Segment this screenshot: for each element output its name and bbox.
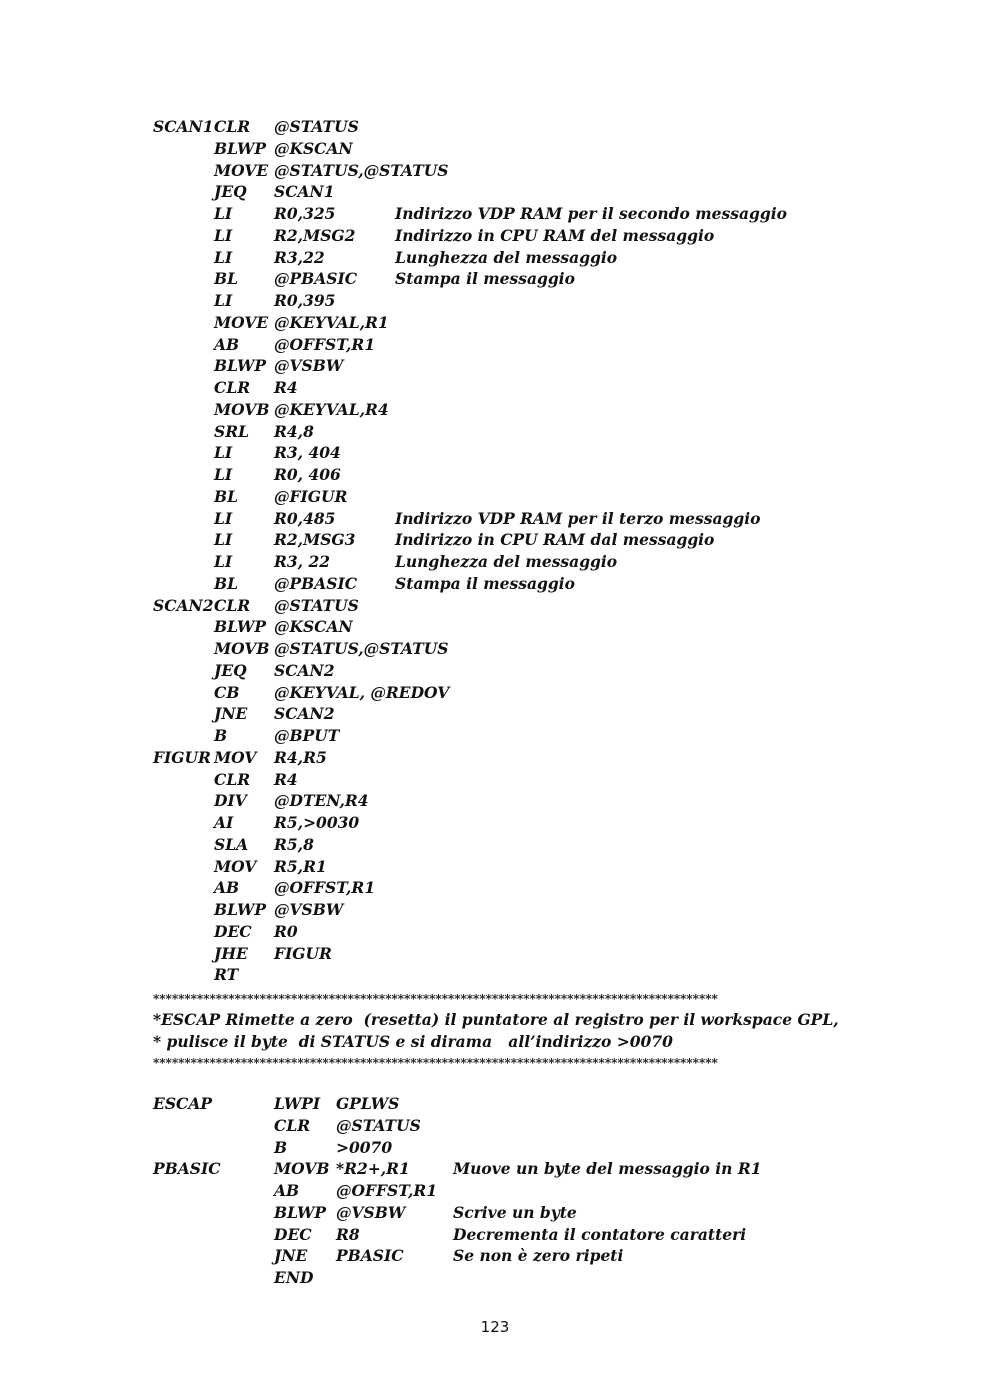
code-operand: @VSBW	[274, 900, 344, 919]
code-operand: R5,>0030	[274, 813, 360, 832]
code-operand: PBASIC	[336, 1246, 404, 1266]
code-opcode: MOVB	[274, 1159, 330, 1179]
code-operand: R3, 404	[274, 443, 341, 463]
code-operand: @VSBW	[336, 1202, 406, 1222]
code-opcode: CLR	[274, 1115, 311, 1135]
code-comment: Scrive un byte	[453, 1202, 577, 1222]
code-opcode: LI	[214, 225, 233, 245]
main-line	[0, 965, 990, 987]
code-opcode: MOVB	[214, 639, 270, 658]
page-number: 123	[480, 1318, 510, 1336]
code-opcode: LI	[214, 465, 233, 484]
code-operand: R0,395	[274, 291, 336, 310]
code-opcode: MOV	[214, 747, 257, 767]
code-operand: GPLWS	[336, 1094, 400, 1113]
code-opcode: BLWP	[214, 138, 267, 158]
code-opcode: BL	[214, 573, 238, 593]
code-operand: SCAN2	[274, 704, 335, 724]
code-operand: @VSBW	[274, 356, 344, 376]
main-line	[0, 813, 990, 835]
code-opcode: END	[274, 1268, 314, 1287]
code-opcode: AB	[274, 1181, 300, 1200]
separator-line: ******************************************************************************************	[153, 992, 718, 1006]
code-operand: @PBASIC	[274, 573, 358, 593]
code-comment: Decrementa il contatore caratteri	[453, 1224, 747, 1244]
code-opcode: DEC	[214, 921, 252, 941]
code-operand: @STATUS,@STATUS	[274, 160, 449, 180]
code-operand: >0070	[336, 1137, 393, 1157]
main-line	[0, 639, 990, 661]
main-line	[0, 139, 990, 161]
main-line	[0, 161, 990, 183]
main-line	[0, 944, 990, 966]
escap-line	[0, 1246, 990, 1268]
code-operand: R4	[274, 378, 298, 397]
comment-line: * pulisce il byte di STATUS e si dirama all’indirizzo >0070	[153, 1032, 673, 1051]
code-opcode: LI	[214, 552, 233, 571]
code-opcode: BLWP	[214, 900, 267, 919]
code-operand: R3,22	[274, 247, 325, 267]
escap-line	[0, 1203, 990, 1225]
code-operand: R0,485	[274, 508, 336, 528]
code-operand: R4	[274, 769, 298, 789]
code-label: ESCAP	[153, 1094, 213, 1113]
code-opcode: MOVE	[214, 160, 269, 180]
main-line	[0, 922, 990, 944]
code-opcode: SLA	[214, 834, 249, 854]
code-operand: R5,8	[274, 834, 314, 854]
code-operand: @OFFST,R1	[274, 334, 376, 354]
code-opcode: CB	[214, 682, 240, 702]
code-opcode: MOVE	[214, 312, 269, 332]
code-opcode: LI	[214, 247, 233, 267]
code-operand: @KSCAN	[274, 617, 353, 637]
code-comment: Indirizzo VDP RAM per il terzo messaggio	[395, 508, 761, 528]
escap-line	[0, 1159, 990, 1181]
code-opcode: LI	[214, 291, 233, 310]
code-operand: R0,325	[274, 204, 336, 223]
code-operand: R4,8	[274, 421, 314, 441]
code-comment: Lunghezza del messaggio	[395, 552, 618, 571]
code-operand: @BPUT	[274, 726, 340, 745]
code-opcode: BL	[214, 486, 238, 506]
code-opcode: JEQ	[214, 660, 247, 680]
escap-line	[0, 1181, 990, 1203]
escap-line	[0, 1225, 990, 1247]
code-operand: @STATUS	[274, 117, 359, 136]
code-opcode: B	[274, 1137, 288, 1157]
main-line	[0, 748, 990, 770]
main-line	[0, 378, 990, 400]
code-opcode: RT	[214, 965, 239, 985]
code-opcode: B	[214, 726, 228, 745]
code-comment: Muove un byte del messaggio in R1	[453, 1159, 762, 1179]
escap-line	[0, 1116, 990, 1138]
code-operand: @STATUS	[274, 595, 359, 615]
code-opcode: JHE	[214, 943, 248, 963]
main-line	[0, 422, 990, 444]
code-opcode: SRL	[214, 421, 249, 441]
code-comment: Lunghezza del messaggio	[395, 247, 618, 267]
main-line	[0, 683, 990, 705]
main-line	[0, 182, 990, 204]
main-line	[0, 617, 990, 639]
code-operand: R0	[274, 921, 298, 941]
code-opcode: BL	[214, 269, 238, 289]
code-opcode: BLWP	[274, 1202, 327, 1222]
code-comment: Stampa il messaggio	[395, 269, 575, 289]
code-operand: R3, 22	[274, 552, 331, 571]
main-line	[0, 661, 990, 683]
main-line	[0, 530, 990, 552]
main-line	[0, 335, 990, 357]
code-opcode: CLR	[214, 378, 251, 397]
code-operand: @OFFST,R1	[336, 1181, 438, 1200]
code-operand: @KSCAN	[274, 138, 353, 158]
code-label: SCAN2	[153, 595, 214, 615]
escap-line	[0, 1094, 990, 1116]
escap-line	[0, 1268, 990, 1290]
code-operand: @DTEN,R4	[274, 791, 369, 811]
code-operand: R2,MSG3	[274, 530, 356, 550]
code-opcode: DEC	[274, 1224, 312, 1244]
code-opcode: JNE	[214, 704, 248, 724]
code-operand: @FIGUR	[274, 486, 348, 506]
code-label: SCAN1	[153, 117, 214, 136]
main-line	[0, 443, 990, 465]
main-line	[0, 465, 990, 487]
separator-line: ******************************************************************************************	[153, 1056, 718, 1070]
main-line	[0, 291, 990, 313]
main-line	[0, 770, 990, 792]
main-line	[0, 552, 990, 574]
main-line	[0, 226, 990, 248]
code-comment: Indirizzo VDP RAM per il secondo messaggio	[395, 204, 787, 223]
code-operand: @PBASIC	[274, 269, 358, 289]
main-line	[0, 857, 990, 879]
code-opcode: AB	[214, 334, 240, 354]
main-line	[0, 574, 990, 596]
code-opcode: LI	[214, 508, 233, 528]
main-line	[0, 356, 990, 378]
code-opcode: DIV	[214, 791, 247, 811]
code-operand: FIGUR	[274, 943, 332, 963]
code-opcode: JNE	[274, 1246, 308, 1266]
code-opcode: LI	[214, 443, 233, 463]
code-label: PBASIC	[153, 1159, 221, 1179]
code-operand: R2,MSG2	[274, 225, 356, 245]
code-operand: *R2+,R1	[336, 1159, 410, 1179]
code-comment: Indirizzo in CPU RAM dal messaggio	[395, 530, 715, 550]
code-operand: @STATUS	[336, 1115, 421, 1135]
code-opcode: MOVB	[214, 399, 270, 419]
code-operand: @OFFST,R1	[274, 878, 376, 898]
code-comment: Indirizzo in CPU RAM del messaggio	[395, 225, 715, 245]
code-operand: R8	[336, 1224, 360, 1244]
code-opcode: MOV	[214, 856, 257, 876]
comment-line: *ESCAP Rimette a zero (resetta) il puntatore al registro per il workspace GPL,	[153, 1010, 839, 1029]
main-line	[0, 835, 990, 857]
main-line	[0, 791, 990, 813]
code-operand: R5,R1	[274, 856, 327, 876]
code-operand: SCAN1	[274, 182, 335, 202]
code-opcode: AI	[214, 813, 234, 832]
main-line	[0, 900, 990, 922]
code-operand: @STATUS,@STATUS	[274, 639, 449, 658]
code-operand: R4,R5	[274, 747, 327, 767]
code-operand: @KEYVAL,R1	[274, 312, 389, 332]
code-opcode: JEQ	[214, 182, 247, 202]
code-label: FIGUR	[153, 747, 211, 767]
code-opcode: CLR	[214, 117, 251, 136]
escap-line	[0, 1138, 990, 1160]
main-line	[0, 400, 990, 422]
code-comment: Stampa il messaggio	[395, 573, 575, 593]
code-opcode: BLWP	[214, 617, 267, 637]
main-line	[0, 248, 990, 270]
code-operand: @KEYVAL, @REDOV	[274, 682, 450, 702]
main-line	[0, 596, 990, 618]
code-opcode: LI	[214, 204, 233, 223]
code-operand: SCAN2	[274, 660, 335, 680]
code-operand: R0, 406	[274, 465, 341, 484]
main-line	[0, 487, 990, 509]
code-opcode: CLR	[214, 595, 251, 615]
code-comment: Se non è zero ripeti	[453, 1246, 624, 1266]
code-opcode: AB	[214, 878, 240, 898]
main-line	[0, 269, 990, 291]
main-line	[0, 726, 990, 748]
code-opcode: CLR	[214, 769, 251, 789]
main-line	[0, 878, 990, 900]
code-opcode: LI	[214, 530, 233, 550]
main-line	[0, 704, 990, 726]
main-line	[0, 117, 990, 139]
main-line	[0, 313, 990, 335]
code-opcode: BLWP	[214, 356, 267, 376]
main-line	[0, 204, 990, 226]
main-line	[0, 509, 990, 531]
code-operand: @KEYVAL,R4	[274, 399, 389, 419]
code-opcode: LWPI	[274, 1094, 321, 1113]
